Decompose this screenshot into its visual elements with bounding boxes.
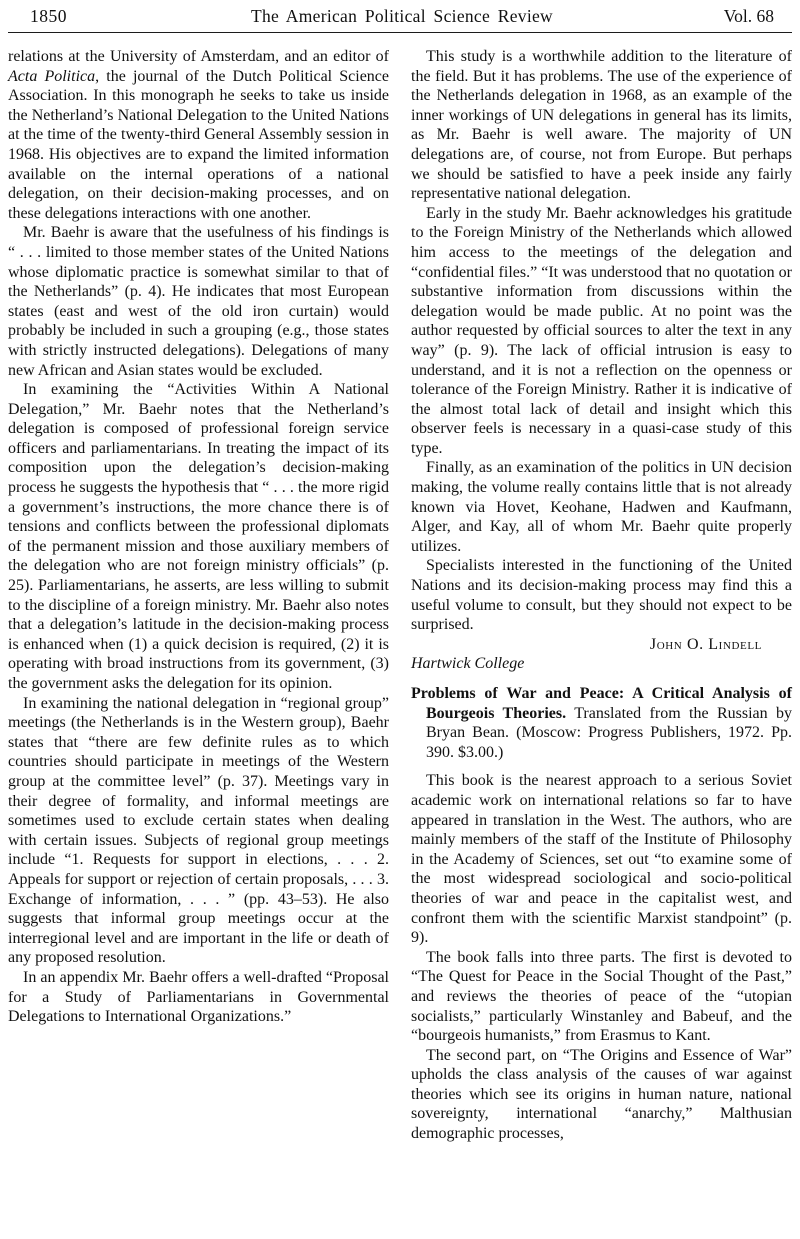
review-paragraph: In an appendix Mr. Baehr offers a well-drafted “Proposal for a Study of Parliamentarians in Governmental Delegations to International Organizations.” bbox=[8, 968, 389, 1026]
review-paragraph: This study is a worthwhile addition to the literature of the field. But it has problems. The use of the experience of the Netherlands delegation in 1968, as an example of the inner workings of UN delegations in general has its limits, as Mr. Baehr is well aware. The majority of UN delegations are, of course, not from Europe. But perhaps we should be satisfied to have a peek inside any fairly representative national delegation. bbox=[411, 48, 792, 203]
page-header bbox=[8, 4, 792, 32]
two-column-text bbox=[8, 47, 792, 1144]
left-column bbox=[8, 47, 389, 1144]
book-publication-info: Translated from the Russian by Bryan Bean. (Moscow: Progress Publishers, 1972. Pp. 390. $3.00.) bbox=[426, 704, 792, 761]
review-paragraph: This book is the nearest approach to a serious Soviet academic work on international relations so far to have appeared in translation in the West. The authors, who are mainly members of the staff of the Institute of Philosophy in the Academy of Sciences, set out “to examine some of the most widespread sociological and socio-political theories of war and peace in the capitalist west, and confront them with the scientific Marxist standpoint” (p. 9). bbox=[411, 772, 792, 947]
review-paragraph: The book falls into three parts. The first is devoted to “The Quest for Peace in the Social Thought of the Past,” and reviews the theories of peace of the “utopian socialists,” particularly Winstanley and Babeuf, and the “bourgeois humanists,” from Erasmus to Kant. bbox=[411, 948, 792, 1045]
journal-title: The American Political Science Review bbox=[250, 6, 554, 26]
reviewer-name: John O. Lindell bbox=[649, 635, 762, 653]
review-paragraph: Specialists interested in the functioning of the United Nations and its decision-making process may find this a useful volume to consult, but they should not expect to be surprised. bbox=[411, 557, 792, 634]
paragraph-text: relations at the University of Amsterdam, and an editor of bbox=[8, 48, 389, 65]
reviewer-affiliation: Hartwick College bbox=[411, 655, 525, 673]
review-paragraph: In examining the national delegation in “regional group” meetings (the Netherlands is in the Western group), Baehr states that “there are few definite rules as to which countries should participate in meetings of the Western group at the committee level” (p. 37). Meetings vary in their degree of formality, and informal meetings are sometimes used to exclude certain states when dealing with certain issues. Subjects of regional group meetings include “1. Requests for support in elections, . . . 2. Appeals for support or rejection of certain proposals, . . . 3. Exchange of information, . . . ” (pp. 43–53). He also suggests that informal group meetings occur at the interregional level and are important in the life or death of any proposed resolution. bbox=[8, 694, 389, 967]
right-column bbox=[411, 47, 792, 1144]
review-paragraph: In examining the “Activities Within A National Delegation,” Mr. Baehr notes that the Netherland’s delegation is composed of professional foreign service officers and parliamentarians. In treating the impact of its composition upon the delegation’s decision-making process he suggests the hypothesis that “ . . . the more rigid a government’s instructions, the more chance there is of tensions and conflicts between the professional diplomats of the permanent mission and those auxiliary members of the delegation who are not foreign ministry officials” (p. 25). Parliamentarians, he asserts, are less willing to submit to the discipline of a foreign ministry. Mr. Baehr also notes that a delegation’s latitude in the decision-making process is enhanced when (1) a quick decision is required, (2) it is operating with broad instructions from its government, (3) the government asks the delegation for its opinion. bbox=[8, 381, 389, 692]
volume-label: Vol. 68 bbox=[723, 6, 774, 26]
review-paragraph: Mr. Baehr is aware that the usefulness of his findings is “ . . . limited to those member states of the United Nations whose diplomatic practice is somewhat similar to that of the Netherlands” (p. 4). He indicates that most European states (east and west of the old iron curtain) would probably be included in such a grouping (e.g., those states with strictly instructed delegations). Delegations of many new African and Asian states would be excluded. bbox=[8, 224, 389, 379]
book-review-heading bbox=[411, 684, 792, 762]
paragraph-text: , the journal of the Dutch Political Science Association. In this monograph he seeks to take us inside the Netherland’s National Delegation to the United Nations at the time of the twenty-third General Assembly session in 1968. His objectives are to expand the limited information available on the internal operations of a national delegation, on their decision-making processes, and on these delegations interactions with one another. bbox=[8, 67, 390, 222]
book-title-bold: Problems of War and Peace: A Critical Analysis of Bourgeois Theories. bbox=[411, 685, 792, 722]
review-paragraph: The second part, on “The Origins and Essence of War” upholds the class analysis of the causes of war against theories which see its origins in human nature, national sovereignty, international “anarchy,” Malthusian demographic processes, bbox=[411, 1046, 792, 1143]
page-number: 1850 bbox=[30, 6, 67, 26]
header-rule bbox=[8, 32, 792, 33]
review-paragraph: Early in the study Mr. Baehr acknowledges his gratitude to the Foreign Ministry of the Netherlands which allowed him access to the meetings of the delegation and “confidential files.” “It was understood that no quotation or substantive information from discussions within the delegation would be made public. At no point was the author requested by official sources to alter the text in any way” (p. 9). The lack of official intrusion is easy to understand, and it is not a reflection on the openness or tolerance of the Foreign Ministry. Rather it is indicative of the almost total lack of detail and insight which this observer feels is necessary in a quasi-case study of this type. bbox=[411, 204, 792, 457]
journal-name-italic: Acta Politica bbox=[8, 67, 96, 85]
review-paragraph: Finally, as an examination of the politics in UN decision making, the volume really contains little that is not already known via Hovet, Keohane, Hadwen and Kaufmann, Alger, and Kay, all of whom Mr. Baehr quite properly utilizes. bbox=[411, 459, 792, 555]
review-paragraph-continued bbox=[8, 47, 389, 223]
